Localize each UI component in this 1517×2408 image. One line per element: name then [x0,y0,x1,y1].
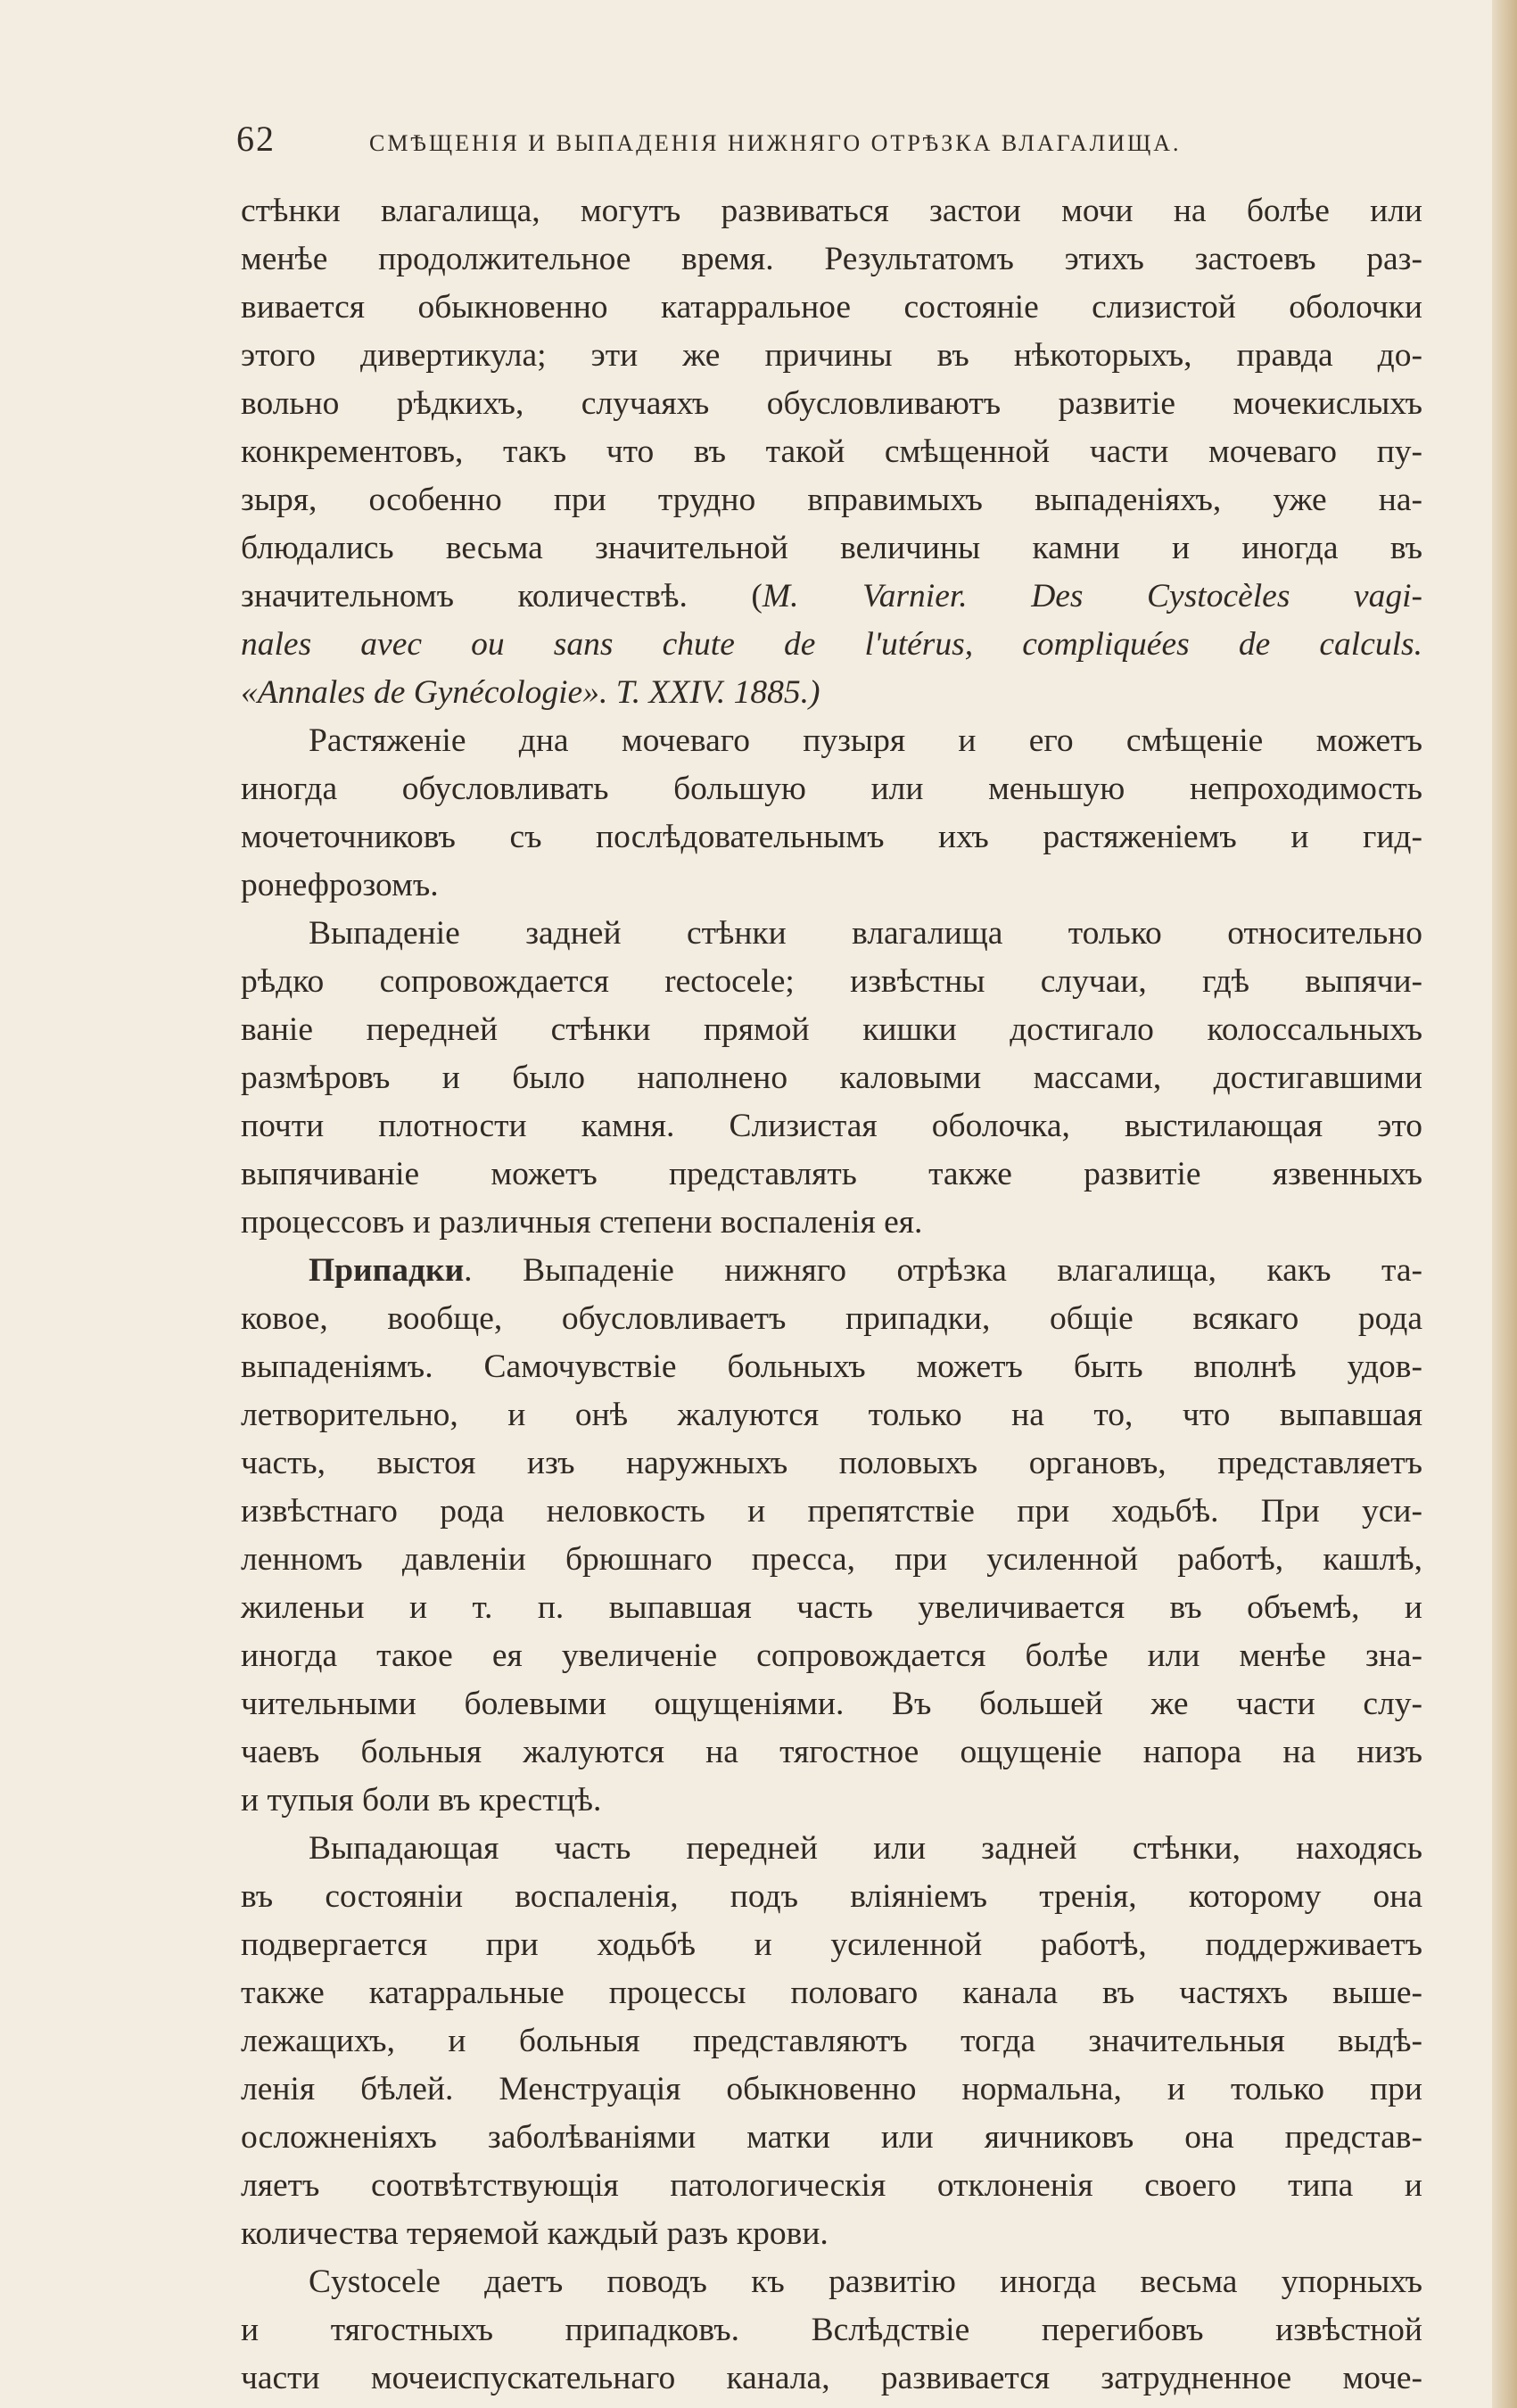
text-line: въ состояніи воспаленія, подъ вліяніемъ тренія, которому она [241,1878,1422,1915]
paragraph-2 [241,717,1422,910]
text-line: Cystocele даетъ поводъ къ развитію иногда весьма упорныхъ [309,2264,1422,2300]
page-edge [1492,0,1517,2408]
paragraph-3 [241,910,1422,1247]
text-line: и тупыя боли въ крестцѣ. [241,1782,602,1818]
text-line: зыря, особенно при трудно вправимыхъ выпаденіяхъ, уже на- [241,482,1422,518]
text-run: . Выпаденіе нижняго отрѣзка влагалища, какъ та- [464,1252,1422,1289]
text-line: блюдались весьма значительной величины камни и иногда въ [241,530,1422,566]
text-line: жиленьи и т. п. выпавшая часть увеличивается въ объемѣ, и [241,1589,1422,1626]
text-line: выпаденіямъ. Самочувствіе больныхъ можетъ быть вполнѣ удов- [241,1348,1422,1385]
paragraph-5 [241,1825,1422,2258]
text-line: вольно рѣдкихъ, случаяхъ обусловливаютъ развитіе мочекислыхъ [241,385,1422,422]
text-line [241,1247,1422,1295]
text-line: чительными болевыми ощущеніями. Въ большей же части слу- [241,1686,1422,1722]
text-line: ленномъ давленіи брюшнаго пресса, при усиленной работѣ, кашлѣ, [241,1541,1422,1578]
text-line: чаевъ больныя жалуются на тягостное ощущеніе напора на низъ [241,1734,1422,1770]
citation-text: M. Varnier. Des Cystocèles vagi- [762,578,1422,614]
text-line: этого дивертикула; эти же причины въ нѣкоторыхъ, правда до- [241,337,1422,374]
text-line: части мочеиспускательнаго канала, развивается затрудненное моче- [241,2360,1422,2396]
text-line: иногда обусловливать большую или меньшую непроходимость [241,771,1422,807]
text-line: Выпадающая часть передней или задней стѣнки, находясь [309,1830,1422,1867]
text-line: ляетъ соотвѣтствующія патологическія отклоненія своего типа и [241,2167,1422,2204]
citation-text: «Annales de Gynécologie». T. XXIV. 1885.) [241,674,820,711]
text-line: вивается обыкновенно катарральное состояніе слизистой оболочки [241,289,1422,326]
text-line: извѣстнаго рода неловкость и препятствіе при ходьбѣ. При уси- [241,1493,1422,1530]
text-line: Выпаденіе задней стѣнки влагалища только относительно [309,915,1422,952]
text-run: значительномъ количествѣ. ( [241,578,763,614]
text-line: иногда такое ея увеличеніе сопровождается болѣе или менѣе зна- [241,1637,1422,1674]
paragraph-1 [241,187,1422,717]
text-line: подвергается при ходьбѣ и усиленной работѣ, поддерживаетъ [241,1926,1422,1963]
page-header [236,118,1422,162]
text-line: размѣровъ и было наполнено каловыми массами, достигавшими [241,1060,1422,1096]
text-line: лежащихъ, и больныя представляютъ тогда значительныя выдѣ- [241,2023,1422,2059]
text-line: выпячиваніе можетъ представлять также развитіе язвенныхъ [241,1156,1422,1192]
text-line: Растяженіе дна мочеваго пузыря и его смѣщеніе можетъ [309,722,1422,759]
text-line: мочеточниковъ съ послѣдовательнымъ ихъ растяженіемъ и гид- [241,819,1422,855]
page-body [241,187,1422,2403]
paragraph-6 [241,2258,1422,2403]
text-line: осложненіяхъ заболѣваніями матки или яичниковъ она представ- [241,2119,1422,2156]
text-line: почти плотности камня. Слизистая оболочка, выстилающая это [241,1108,1422,1144]
text-line: и тягостныхъ припадковъ. Вслѣдствіе перегибовъ извѣстной [241,2312,1422,2348]
running-head: СМѢЩЕНІЯ И ВЫПАДЕНІЯ НИЖНЯГО ОТРѢЗКА ВЛАГАЛИЩА. [369,130,1182,156]
page-number: 62 [236,119,276,159]
text-line: конкрементовъ, такъ что въ такой смѣщенной части мочеваго пу- [241,433,1422,470]
text-line: ваніе передней стѣнки прямой кишки достигало колоссальныхъ [241,1011,1422,1048]
text-line [241,573,1422,621]
text-line: процессовъ и различныя степени воспаленія ея. [241,1204,923,1241]
text-line: количества теряемой каждый разъ крови. [241,2215,829,2252]
text-line: летворительно, и онѣ жалуются только на то, что выпавшая [241,1397,1422,1433]
text-line: стѣнки влагалища, могутъ развиваться застои мочи на болѣе или [241,193,1422,229]
text-line: ронефрозомъ. [241,867,439,903]
text-line: рѣдко сопровождается rectocele; извѣстны случаи, гдѣ выпячи- [241,963,1422,1000]
text-line: ковое, вообще, обусловливаетъ припадки, общіе всякаго рода [241,1300,1422,1337]
text-line: ленія бѣлей. Менструація обыкновенно нормальна, и только при [241,2071,1422,2107]
paragraph-4 [241,1247,1422,1825]
text-line: менѣе продолжительное время. Результатомъ этихъ застоевъ раз- [241,241,1422,277]
section-heading: Припадки [309,1252,465,1289]
text-line: также катарральные процессы половаго канала въ частяхъ выше- [241,1975,1422,2011]
citation-text: nales avec ou sans chute de l'utérus, compliquées de calculs. [241,626,1422,663]
text-line: часть, выстоя изъ наружныхъ половыхъ органовъ, представляетъ [241,1445,1422,1481]
